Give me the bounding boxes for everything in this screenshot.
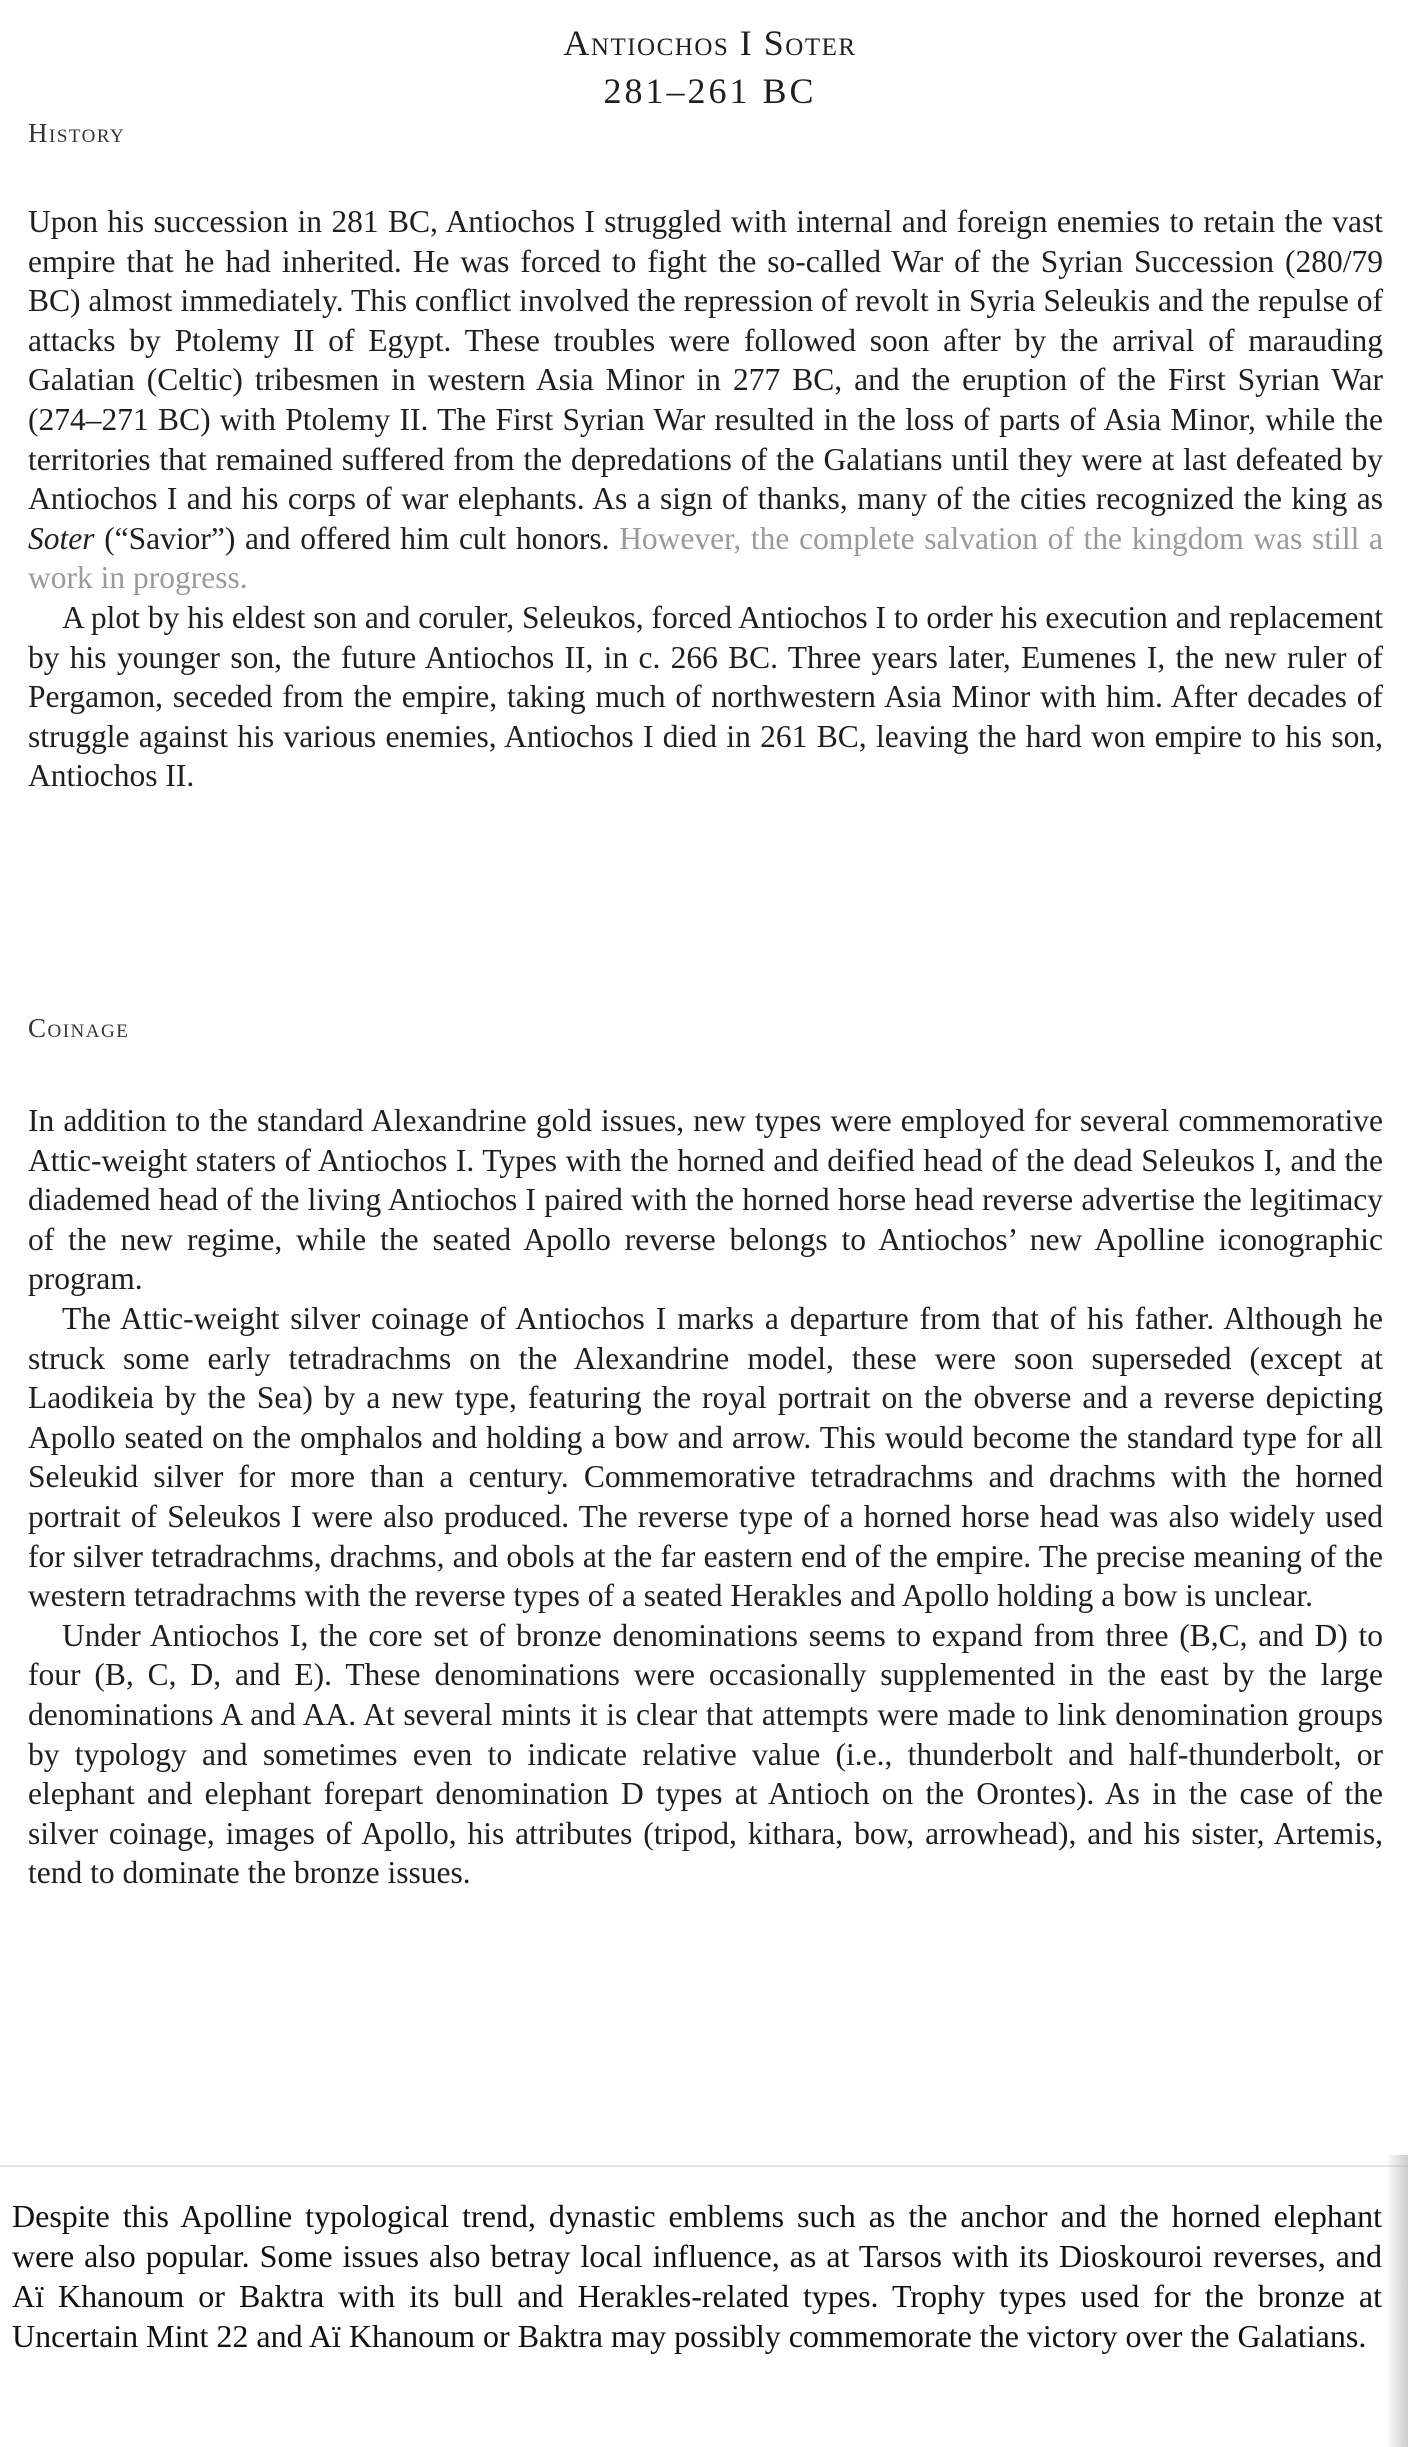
history-section — [28, 202, 1383, 796]
history-paragraph-1-text: Upon his succession in 281 BC, Antiochos I struggled with internal and foreign enemies to retain the vast empire that he had inherited. He was forced to fight the so-called War of the Syrian Succession (280/79 BC) almost immediately. This conflict involved the repression of revolt in Syria Seleukis and the repulse of attacks by Ptolemy II of Egypt. These troubles were followed soon after by the arrival of marauding Galatian (Celtic) tribesmen in western Asia Minor in 277 BC, and the eruption of the First Syrian War (274–271 BC) with Ptolemy II. The First Syrian War resulted in the loss of parts of Asia Minor, while the territories that remained suffered from the depredations of the Galatians until they were at last defeated by Antiochos I and his corps of war elephants. As a sign of thanks, many of the cities recognized the king as — [28, 204, 1383, 517]
history-paragraph-1-end: (“Savior”) and offered him cult honors. — [104, 520, 610, 556]
history-paragraph-2: A plot by his eldest son and coruler, Seleukos, forced Antiochos I to order his execution and replacement by his younger son, the future Antiochos II, in c. 266 BC. Three years later, Eumenes I, the new ruler of Pergamon, seceded from the empire, taking much of northwestern Asia Minor with him. After decades of struggle against his various enemies, Antiochos I died in 261 BC, leaving the hard won empire to his son, Antiochos II. — [28, 599, 1383, 794]
coinage-heading: Coinage — [28, 1013, 130, 1043]
history-faded-line: However, the complete salvation of the kingdom was still a work in progress. — [28, 520, 1384, 596]
coinage-paragraph-1: In addition to the standard Alexandrine gold issues, new types were employed for several commemorative Attic-weight staters of Antiochos I. Types with the horned and deified head of the dead Seleukos I, and the diademed head of the living Antiochos I paired with the horned horse head reverse advertise the legitimacy of the new regime, while the seated Apollo reverse belongs to Antiochos’ new Apolline iconographic program. — [28, 1103, 1383, 1297]
page-dates: 281–261 BC — [603, 71, 817, 111]
coinage-section — [28, 1101, 1383, 1893]
coinage-paragraph-4: Despite this Apolline typological trend, dynastic emblems such as the anchor and the horned elephant were also popular. Some issues also betray local influence, as at Tarsos with its Dioskouroi reverses, and Aï Khanoum or Baktra with its bull and Herakles-related types. Trophy types used for the bronze at Uncertain Mint 22 and Aï Khanoum or Baktra may possibly commemorate the victory over the Galatians. — [12, 2198, 1382, 2354]
soter-epithet: Soter — [28, 520, 95, 556]
scan-edge — [0, 2165, 1408, 2167]
page-title: Antiochos I Soter — [563, 23, 857, 63]
coinage-paragraph-3: Under Antiochos I, the core set of bronze denominations seems to expand from three (B,C, and D) to four (B, C, D, and E). These denominations were occasionally supplemented in the east by the large denominations A and AA. At several mints it is clear that attempts were made to link denomination groups by typology and sometimes even to indicate relative value (i.e., thunderbolt and half-thunderbolt, or elephant and elephant forepart denomination D types at Antioch on the Orontes). As in the case of the silver coinage, images of Apollo, his attributes (tripod, kithara, bow, arrowhead), and his sister, Artemis, tend to dominate the bronze issues. — [28, 1617, 1383, 1891]
coinage-final-section — [12, 2196, 1382, 2356]
scan-shadow — [1386, 2155, 1408, 2447]
coinage-paragraph-2: The Attic-weight silver coinage of Antiochos I marks a departure from that of his father. Although he struck some early tetradrachms on the Alexandrine model, these were soon superseded (except at Laodikeia by the Sea) by a new type, featuring the royal portrait on the obverse and a reverse depicting Apollo seated on the omphalos and holding a bow and arrow. This would become the standard type for all Seleukid silver for more than a century. Commemorative tetradrachms and drachms with the horned portrait of Seleukos I were also produced. The reverse type of a horned horse head was also widely used for silver tetradrachms, drachms, and obols at the far eastern end of the empire. The precise meaning of the western tetradrachms with the reverse types of a seated Herakles and Apollo holding a bow is unclear. — [28, 1300, 1383, 1614]
history-heading: History — [28, 118, 126, 148]
history-paragraph-1 — [28, 202, 1383, 598]
